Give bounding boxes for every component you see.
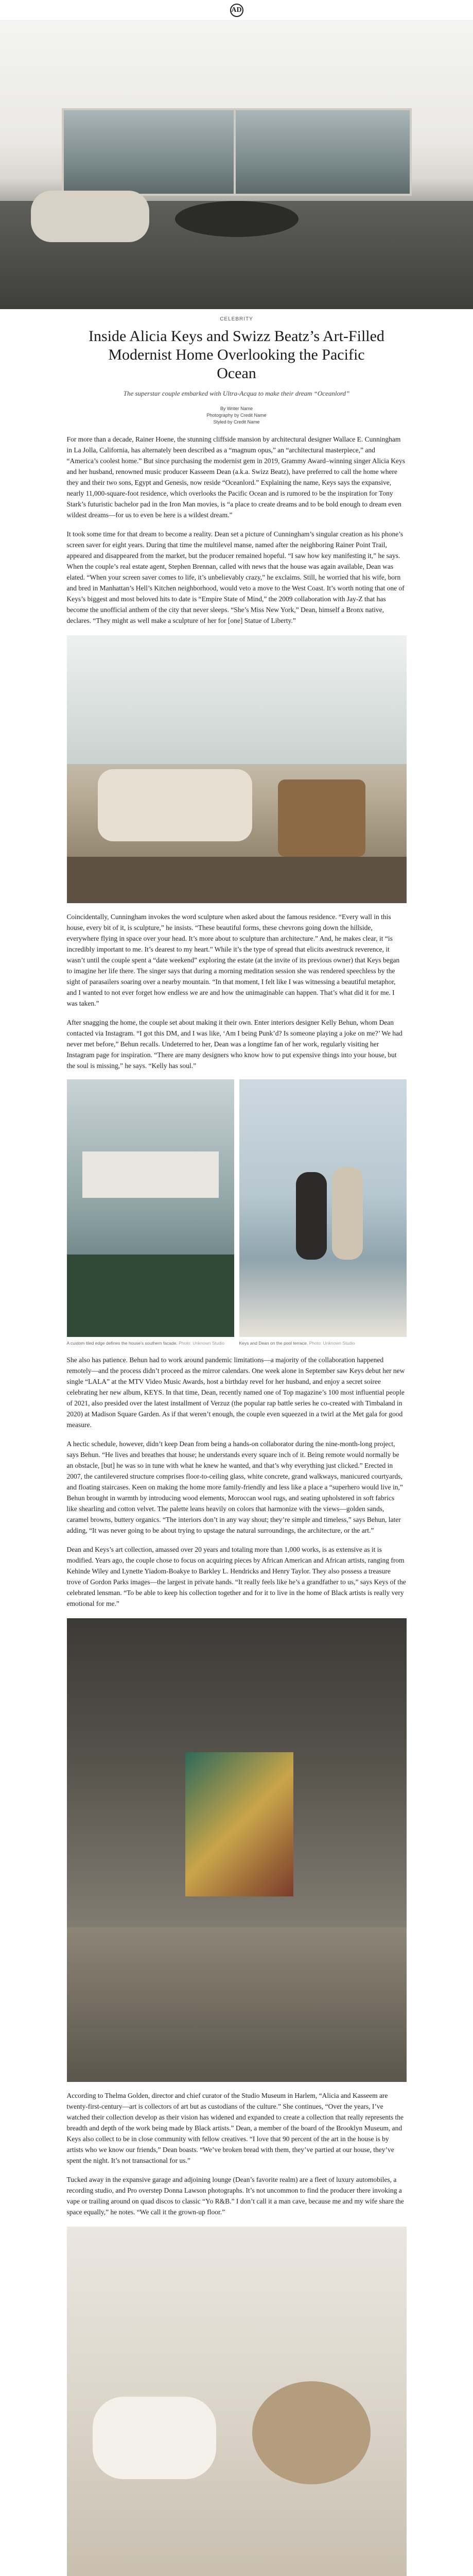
figure-one bbox=[296, 1172, 327, 1260]
hero-sofa bbox=[31, 191, 149, 242]
credit-line: By Writer Name bbox=[220, 406, 253, 411]
caption-credit: Photo: Unknown Studio bbox=[179, 1341, 225, 1346]
lounge-sofa bbox=[98, 769, 252, 841]
figure-two bbox=[332, 1167, 363, 1260]
round-table bbox=[252, 2381, 371, 2484]
body-paragraph: A hectic schedule, however, didn’t keep Dean from being a hands-on collaborator during the nine-month-long project, says Behun. “He lives and breathes that house; he understands every square inch of it. Being remote would normally be an obstacle, [but] he was so in tune with what he knew he wanted, and that’s why everything just clicked.” Erected in 2007, the cantilevered structure comprises floor-to-ceiling glass, white concrete, grand walkways, manicured courtyards, and floating staircases. Keen on making the home more family-friendly and less like a place a “superhero would live in,” Behun brought in warmth by introducing wood elements, Moroccan wool rugs, and seating upholstered in soft fabrics like shearling and cotton velvet. The palette leans heavily on colors that harmonize with the views—golden sands, caramel browns, buttery organics. “The interiors don’t in any way shout; they’re simple and timeless,” says Behun, later adding, “It was never going to be about trying to upstage the natural surroundings, the architecture, or the art.” bbox=[66, 1440, 403, 1534]
site-header bbox=[0, 0, 473, 21]
artwork-canvas bbox=[185, 1752, 293, 1896]
body-paragraph: Tucked away in the expansive garage and adjoining lounge (Dean’s favorite realm) are a fleet of luxury automobiles, a recording studio, and Pro overstep Donna Lawson photographs. It’s not uncommon to find the producer there invoking a vape or trailing around on quad discos to classic “Yo R&B.” I don’t call it a man cave, because me and my wife share the space equally,” he notes. “We call it the grown-up floor.” bbox=[66, 2176, 404, 2216]
body-paragraph: For more than a decade, Rainer Hoene, the stunning cliffside mansion by architectural designer Wallace E. Cunningham in La Jolla, California, has alternately been described as a “magnum opus,” an “architectural masterpiece,” and “America’s coolest home.” But since purchasing the modernist gem in 2019, Grammy Award–winning singer Alicia Keys and her husband, renowned music producer Kasseem Dean (a.k.a. Swizz Beatz), have preferred to call the home where they and their two sons, Egypt and Genesis, now reside “Oceanlord.” Explaining the name, Keys says the expansive, nearly 11,000-square-foot residence, which overlooks the Pacific Ocean and is rumored to be the inspiration for Tony Stark’s futuristic bachelor pad in the Iron Man movies, is “a place to create dreams and to be bold enough to dream even wildest dreams—for us to even be here is a wildest dream.” bbox=[66, 435, 405, 519]
round-chair bbox=[93, 2397, 216, 2479]
stair-gallery-photo bbox=[67, 1618, 407, 2082]
credit-line: Photography by Credit Name bbox=[206, 413, 267, 418]
ocean-window bbox=[67, 635, 407, 764]
photo-caption bbox=[67, 1340, 234, 1346]
article-kicker[interactable]: CELEBRITY bbox=[220, 316, 253, 322]
caption-text: Keys and Dean on the pool terrace. bbox=[239, 1341, 308, 1346]
body-paragraph: According to Thelma Golden, director and chief curator of the Studio Museum in Harlem, “Alicia and Kasseem are twenty-first-century—art is collectors of art but as custodians of the culture.” She continues, “Over the years, I’ve watched their collection develop as their vision has widened and expanded to create a collection that really represents the breadth and depth of the work being made by Black artists.” Dean, a member of the board of the Brooklyn Museum, and Keys also collect to be in close community with fellow creatives. “I love that 90 percent of the art in the house is by artists who we know our friends,” Dean boasts. “We’ve broken bread with them, they’ve partied at our house, they’ve spent the night. It’s not transactional for us.” bbox=[66, 2092, 404, 2164]
article-dek: The superstar couple embarked with Ultra-Acqua to make their dream “Oceanlord” bbox=[123, 389, 350, 397]
hero-table bbox=[175, 201, 299, 237]
credit-line: Styled by Credit Name bbox=[213, 419, 260, 425]
hero-photo bbox=[0, 21, 473, 309]
article-title: Inside Alicia Keys and Swizz Beatz’s Art-Filled Modernist Home Overlooking the Pacific Ocean bbox=[89, 328, 384, 382]
site-logo[interactable] bbox=[230, 4, 243, 17]
wood-floor bbox=[67, 857, 407, 903]
body-paragraph: Coincidentally, Cunningham invokes the word sculpture when asked about the famous residence. “Every wall in this house, every bit of it, is sculpture,” he insists. “These beautiful forms, these chevrons going down the hillside, everywhere flying in space over your head. It’s more about to sculpture than architecture.” And, he makes clear, it “is incredibly important to me. It’s dearest to my heart.” While it’s the type of spread that elicits awestruck reverence, it wasn’t until the couple spent a “date weekend” exploring the estate (at the invite of its previous owner) that Keys began to imagine her life there. The singer says that during a morning meditation session she was rendered speechless by the sight of parasailers soaring over a nearby mountain. “In that moment, I felt like I was witnessing a beautiful metaphor, and I wanted to not ever forget how endless we are and how the unimaginable can happen. That’s what did it for me. I was taken.” bbox=[66, 913, 400, 1007]
facade-slab bbox=[82, 1151, 219, 1198]
body-paragraph: After snagging the home, the couple set about making it their own. Enter interiors designer Kelly Behun, whom Dean contacted via Instagram. “I got this DM, and I was like, ‘Am I being Punk’d? Is someone playing a joke on me?’ We had never met before,” Behun recalls. Undeterred to her, Dean was a longtime fan of her work, regularly visiting her Instagram page for inspiration. “There are many designers who know how to put expensive things into your house, but the soul is missing,” he says. “Kelly has soul.” bbox=[66, 1019, 402, 1070]
living-room-photo bbox=[67, 635, 407, 903]
facade-photo bbox=[67, 1079, 234, 1337]
wood-chair bbox=[278, 779, 365, 857]
hero-window bbox=[62, 108, 412, 196]
photo-pair-left bbox=[67, 1079, 234, 1346]
photo-pair bbox=[67, 1079, 407, 1346]
article-credits bbox=[67, 405, 407, 426]
photo-pair-right bbox=[239, 1079, 407, 1346]
article bbox=[67, 316, 407, 2576]
caption-credit: Photo: Unknown Studio bbox=[309, 1341, 355, 1346]
body-paragraph: Dean and Keys’s art collection, amassed over 20 years and totaling more than 1,000 works, is as extensive as it is modified. Years ago, the couple chose to focus on acquiring pieces by African American and African artists, ranging from Kehinde Wiley and Lynette Yiadom-Boakye to Barkley L. Hendricks and Henry Taylor. They also possess a treasure trove of Gordon Parks images—the largest in private hands. “It really feels like he’s a grandfather to us,” says Keys of the celebrated lensman. “To be able to keep his collection together and for it to live in the home of Black artists is really very emotional for me.” bbox=[66, 1546, 406, 1607]
caption-text: A custom tiled edge defines the house’s southern facade. bbox=[66, 1341, 178, 1346]
couple-photo bbox=[239, 1079, 407, 1337]
bedroom-photo bbox=[67, 2227, 407, 2576]
stair-floor bbox=[67, 1927, 407, 2082]
logo-letter: AD bbox=[231, 6, 242, 14]
body-paragraph: It took some time for that dream to become a reality. Dean set a picture of Cunningham’s singular creation as his phone’s screen saver for eight years. During that time the multilevel manse, named after the neighboring Rainer Point Trail, appeared and disappeared from the market, but the producer remained hopeful. “I saw how key manifesting it,” he says. When the couple’s real estate agent, Stephen Brennan, called with news that the house was again available, Dean was elated. “When your screen saver comes to life, it’s unbelievably crazy,” he exclaims. Still, he worried that his wife, born and bred in Manhattan’s Hell’s Kitchen neighborhood, would veto a move to the West Coast. It’s worth noting that one of Keys’s biggest and most beloved hits to date is “Empire State of Mind,” the 2009 collaboration with Jay-Z that has become the unofficial anthem of the city that never sleeps. “She’s Miss New York,” Dean, himself a Bronx native, declares. “They might as well make a sculpture of her for [one] Statue of Liberty.” bbox=[66, 530, 405, 624]
body-paragraph: She also has patience. Behun had to work around pandemic limitations—a majority of the collaboration happened remotely—and the process didn’t proceed as the mirror calendars. One week alone in September saw Keys debut her new single “LALA” at the MTV Video Music Awards, host a birthday revel for her husband, and enjoy a secret soiree celebrating her new album, KEYS. In that time, Dean, recently named one of Top magazine’s 100 most influential people of 2021, also presided over the latest installment of Verzuz (the popular rap battle series he co-created with Timbaland in 2020) at Madison Square Garden. As if that weren’t enough, the couple even squeezed in a twirl at the Met gala for good measure. bbox=[66, 1356, 405, 1429]
photo-caption bbox=[239, 1340, 407, 1346]
garden bbox=[67, 1255, 234, 1337]
